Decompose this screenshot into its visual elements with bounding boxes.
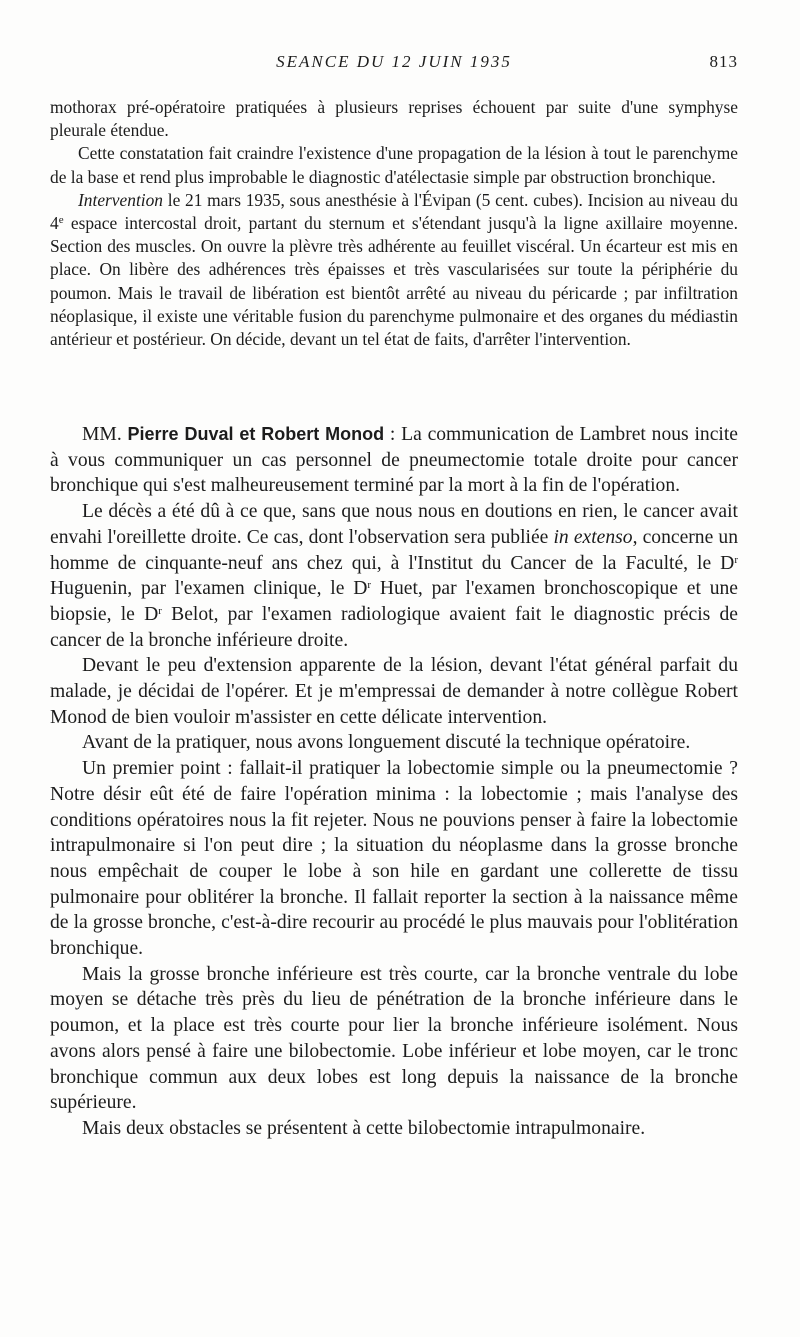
communication-paragraph-1 [50, 422, 738, 499]
intervention-paragraph [50, 189, 738, 351]
communication-paragraph-7: Mais deux obstacles se présentent à cette bilobectomie intrapulmonaire. [82, 1117, 646, 1139]
p2-sup-1: r [734, 553, 738, 566]
communication-paragraph-3: Devant le peu d'extension apparente de la lésion, devant l'état général parfait du malade, je décidai de l'opérer. Et je m'empressai de demander à notre collègue Robert Monod de bien vouloir m'assister en cette délicate intervention. [50, 655, 738, 728]
page-header [50, 52, 738, 76]
communication-paragraph-6: Mais la grosse bronche inférieure est très courte, car la bronche ventrale du lobe moyen se détache très près du lieu de pénétration de la bronche inférieure dans le poumon, et la place est très courte pour lier la bronche inférieure isolément. Nous avons alors pensé à faire une bilobectomie. Lobe inférieur et lobe moyen, car le tronc bronchique commun aux deux lobes est long depuis la naissance de la bronche supérieure. [50, 963, 738, 1114]
communication-paragraph-4: Avant de la pratiquer, nous avons longuement discuté la technique opératoire. [82, 732, 691, 754]
intervention-text-a: le 21 mars 1935, sous anesthésie à l'Évipan (5 cent. cubes). Incision au niveau du 4 [50, 189, 738, 234]
running-title: SEANCE DU 12 JUIN 1935 [276, 52, 512, 71]
p2-text-a: Le décès a été dû à ce que, sans que nous nous en doutions en rien, le cancer avait envahi l'oreillette droite. Ce cas, dont l'observation sera publiée [50, 501, 738, 548]
communication-section [50, 422, 738, 1142]
case-report-continuation [50, 96, 738, 351]
continuation-paragraph-2: Cette constatation fait craindre l'existence d'une propagation de la lésion à tout le parenchyme de la base et rend plus improbable le diagnostic d'atélectasie simple par obstruction bronchique. [50, 143, 738, 187]
p2-sup-3: r [158, 604, 162, 617]
p2-text-c: Huguenin, par l'examen clinique, le D [50, 578, 368, 600]
p2-text-b: , concerne un homme de cinquante-neuf ans chez qui, à l'Institut du Cancer de la Faculté, le D [50, 526, 738, 574]
p2-text-d: Huet, par l'examen bronchoscopique et une biopsie, le D [50, 578, 738, 625]
communication-p1-text: : La communication de Lambret nous incite à vous communiquer un cas personnel de pneumectomie totale droite pour cancer bronchique qui s'est malheureusement terminé par la mort à la fin de l'opération. [50, 424, 738, 497]
page-number: 813 [709, 52, 738, 71]
authors: Pierre Duval et Robert Monod [127, 424, 385, 444]
continuation-paragraph-1: mothorax pré-opératoire pratiquées à plusieurs reprises échouent par suite d'une symphyse pleurale étendue. [50, 97, 738, 141]
intervention-label: Intervention [78, 189, 163, 210]
authors-prefix: MM. [82, 424, 128, 445]
communication-paragraph-5: Un premier point : fallait-il pratiquer la lobectomie simple ou la pneumectomie ? Notre désir eût été de faire l'opération minima : la lobectomie ; mais l'analyse des conditions opératoires nous la fit rejeter. Nous ne pouvions penser à faire la lobectomie intrapulmonaire si l'on peut dire ; la situation du néoplasme dans la grosse bronche nous empêchait de couper le lobe à son hile en gardant une collerette de tissu pulmonaire pour oblitérer la bronche. Il fallait reporter la section à la naissance même de la grosse bronche, c'est-à-dire recourir au procédé le plus mauvais pour l'oblitération bronchique. [50, 758, 738, 960]
intervention-sup: e [58, 214, 64, 227]
intervention-text-b: espace intercostal droit, partant du sternum et s'étendant jusqu'à la ligne axillaire moyenne. Section des muscles. On ouvre la plèvre très adhérente au feuillet viscéral. Un écarteur est mis en place. On libère des adhérences très épaisses et très vascularisées sur toute la périphérie du poumon. Mais le travail de libération est bientôt arrêté au niveau du péricarde ; par infiltration néoplasique, il existe une véritable fusion du parenchyme pulmonaire et des organes du médiastin antérieur et postérieur. On décide, devant un tel état de faits, d'arrêter l'intervention. [50, 213, 738, 350]
p2-sup-2: r [367, 579, 372, 592]
p2-text-e: Belot, par l'examen radiologique avaient fait le diagnostic précis de cancer de la bronche inférieure droite. [50, 603, 738, 651]
p2-italic: in extenso [553, 526, 633, 548]
communication-paragraph-2 [50, 499, 738, 653]
